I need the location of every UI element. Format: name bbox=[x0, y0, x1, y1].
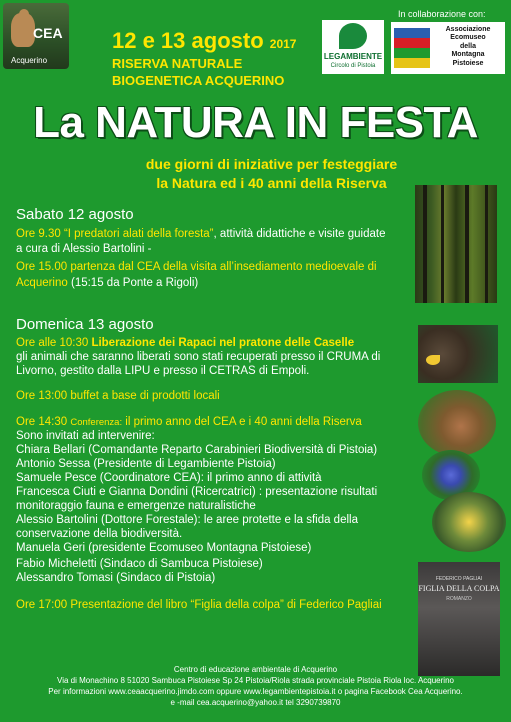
speaker-line: Chiara Bellari (Comandante Reparto Carabinieri Biodiversità di Pistoia) bbox=[16, 444, 378, 456]
sunday-heading: Domenica 13 agosto bbox=[16, 316, 154, 333]
bird-photo bbox=[432, 492, 506, 552]
sunday-conference-line: Ore 14:30 Conferenza: il primo anno del CEA e i 40 anni della Riserva bbox=[16, 416, 362, 428]
speaker-line: Francesca Ciuti e Gianna Dondini (Ricercatrici) : presentazione risultati bbox=[16, 486, 378, 498]
footer-contact: e -mail cea.acquerino@yahoo.it tel 3290739870 bbox=[170, 698, 341, 707]
speaker-line: Antonio Sessa (Presidente di Legambiente Pistoia) bbox=[16, 458, 276, 470]
book-genre: ROMANZO bbox=[446, 596, 472, 602]
saturday-guide-line: a cura di Alessio Bartolini - bbox=[16, 243, 152, 255]
book-cover bbox=[418, 562, 500, 676]
saturday-morning-line: Ore 9.30 “I predatori alati della foresta”, attività didattiche e visite guidate bbox=[16, 228, 386, 240]
deer-photo bbox=[418, 390, 496, 456]
speaker-line: conservazione della biodiversità. bbox=[16, 528, 183, 540]
sunday-release-line: Ore alle 10:30 Liberazione dei Rapaci nel pratone delle Caselle bbox=[16, 337, 355, 349]
footer-address: Via di Monachino 8 51020 Sambuca Pistoiese Sp 24 Pistoia/Riola strada provinciale Pistoia Riola loc. Acquerino bbox=[57, 676, 454, 685]
speaker-line: Fabio Micheletti (Sindaco di Sambuca Pistoiese) bbox=[16, 558, 263, 570]
speaker-line: Alessio Bartolini (Dottore Forestale): le aree protette e la sfida della bbox=[16, 514, 358, 526]
speaker-line: Samuele Pesce (Coordinatore CEA): il primo anno di attività bbox=[16, 472, 322, 484]
cea-logo-title: CEA bbox=[33, 25, 63, 41]
venue-line-2: BIOGENETICA ACQUERINO bbox=[112, 73, 285, 88]
sunday-buffet-line: Ore 13:00 buffet a base di prodotti locali bbox=[16, 390, 220, 402]
speaker-line: Alessandro Tomasi (Sindaco di Pistoia) bbox=[16, 572, 216, 584]
event-dates: 12 e 13 agosto 2017 bbox=[112, 28, 297, 53]
legambiente-name: LEGAMBIENTE bbox=[323, 52, 383, 61]
footer bbox=[0, 664, 511, 708]
speaker-line: monitoraggio fauna e emergenze naturalistiche bbox=[16, 500, 256, 512]
book-title: FIGLIA DELLA COLPA bbox=[418, 584, 500, 593]
saturday-heading: Sabato 12 agosto bbox=[16, 206, 134, 223]
subtitle-line-1: due giorni di iniziative per festeggiare bbox=[145, 156, 398, 172]
book-author: FEDERICO PAGLIAI bbox=[435, 576, 483, 582]
ecomuseo-name: Associazione Ecomuseo della Montagna Pistoiese bbox=[445, 26, 491, 67]
cea-logo-subtitle: Acquerino bbox=[11, 56, 48, 65]
book-presentation-line: Ore 17:00 Presentazione del libro “Figlia della colpa” di Federico Pagliai bbox=[16, 599, 382, 611]
speaker-line: Manuela Geri (presidente Ecomuseo Montagna Pistoiese) bbox=[16, 542, 312, 554]
ecomuseo-stripes-icon bbox=[394, 28, 430, 68]
footer-line: Centro di educazione ambientale di Acquerino bbox=[173, 665, 338, 674]
subtitle-line-2: la Natura ed i 40 anni della Riserva bbox=[156, 175, 387, 191]
saturday-place-line: Acquerino (15:15 da Ponte a Rigoli) bbox=[16, 277, 199, 289]
footer-info: Per informazioni www.ceaacquerino.jimdo.com oppure www.legambientepistoia.it o pagina Facebook Cea Acquerino. bbox=[48, 687, 463, 696]
legambiente-logo bbox=[322, 20, 384, 74]
eagle-photo bbox=[418, 325, 498, 383]
cea-logo bbox=[3, 3, 69, 69]
poster-title: La NATURA IN FESTA bbox=[33, 98, 478, 147]
forest-photo bbox=[415, 185, 497, 303]
event-year: 2017 bbox=[269, 37, 297, 51]
ecomuseo-logo bbox=[391, 22, 505, 74]
legambiente-sub: Circolo di Pistoia bbox=[330, 63, 376, 69]
invited-speakers-label: Sono invitati ad intervenire: bbox=[16, 430, 155, 442]
sunday-release-desc-2: Livorno, gestito dalla LIPU e presso il CETRAS di Empoli. bbox=[16, 365, 310, 377]
venue-line-1: RISERVA NATURALE bbox=[112, 56, 243, 71]
collaboration-label: In collaborazione con: bbox=[398, 9, 486, 19]
legambiente-leaf-icon bbox=[339, 23, 367, 49]
sunday-release-desc-1: gli animali che saranno liberati sono stati recuperati presso il CRUMA di bbox=[16, 351, 381, 363]
saturday-afternoon-line: Ore 15.00 partenza dal CEA della visita all’insediamento medioevale di bbox=[16, 261, 377, 273]
